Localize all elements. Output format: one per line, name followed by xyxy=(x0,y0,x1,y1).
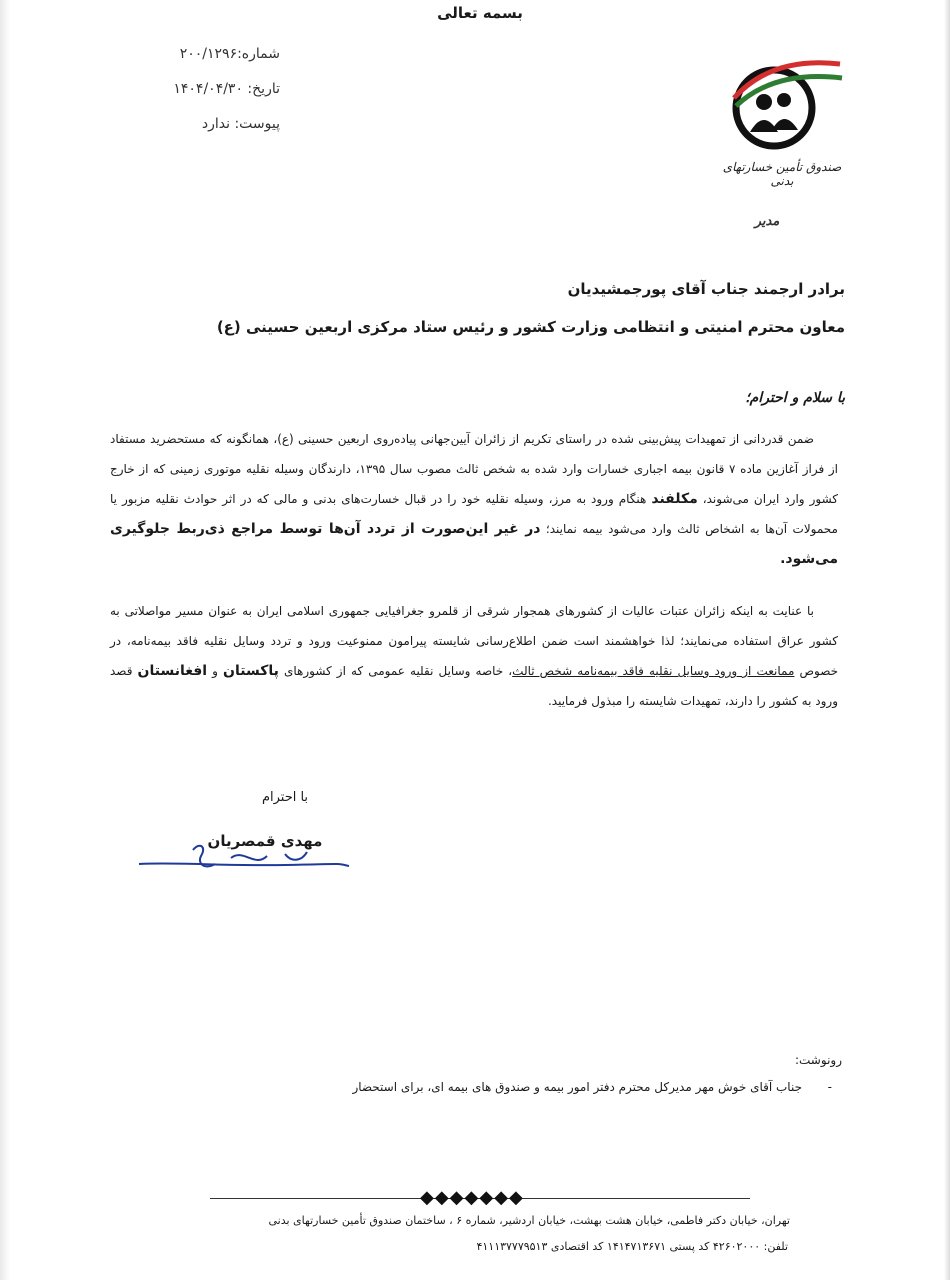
organization-name: صندوق تأمین خسارتهای بدنی xyxy=(722,160,842,188)
paragraph-2-bold-pakistan: پاکستان xyxy=(223,663,279,679)
logo-emblem-icon xyxy=(712,36,852,156)
closing-phrase: با احترام xyxy=(261,790,309,805)
greeting: با سلام و احترام؛ xyxy=(745,390,845,406)
signer-name: مهدی قمصریان xyxy=(207,832,323,850)
paragraph-1-bold-otherwise: در غیر این‌صورت از تردد آن‌ها توسط مراجع ذی‌ربط جلوگیری می‌شود. xyxy=(110,521,838,567)
recipient-name: برادر ارجمند جناب آقای پورجمشیدیان xyxy=(567,280,845,298)
cc-recipient: جناب آقای خوش مهر مدیرکل محترم دفتر امور بیمه و صندوق های بیمه ای، برای استحضار xyxy=(352,1080,802,1094)
cc-label: رونوشت: xyxy=(794,1053,842,1067)
paragraph-1-text-a: ضمن قدردانی از تمهیدات پیش‌بینی شده در راستای تکریم از زائران آیین‌جهانی پیاده‌روی اربعین حسینی (ع)، همانگونه که مستحضرید مستفاد از فراز آغازین ماده ۷ قانون بیمه اجباری خسارات وارد شده به شخص ثالث مصوب سال ۱۳۹۵، دارندگان وسیله نقلیه موتوری زمینی که از خارج کشور وارد ایران می‌شوند، xyxy=(110,432,839,506)
paragraph-2-text-b: ، خاصه وسایل نقلیه عمومی که از کشورهای xyxy=(283,664,513,678)
organization-logo xyxy=(712,36,852,236)
paragraph-2-and: و xyxy=(212,664,218,678)
recipient-position: معاون محترم امنیتی و انتظامی وزارت کشور و رئیس ستاد مرکزی اربعین حسینی (ع) xyxy=(216,318,845,336)
paragraph-2-bold-afghanistan: افغانستان xyxy=(137,663,208,679)
footer-ornament: ◆◆◆◆◆◆◆ xyxy=(420,1187,524,1208)
cc-dash: - xyxy=(827,1080,832,1094)
letter-date: تاریخ: ۱۴۰۴/۰۴/۳۰ xyxy=(173,81,280,97)
footer-address: تهران، خیابان دکتر فاطمی، خیابان هشت بهشت، خیابان اردشیر، شماره ۶ ، ساختمان صندوق تأمین خسارتهای بدنی xyxy=(268,1214,790,1227)
letter-meta xyxy=(120,46,280,151)
paragraph-2-underlined: ممانعت از ورود وسایل نقلیه فاقد بیمه‌نامه شخص ثالث xyxy=(512,664,795,678)
letter-attachment: پیوست: ندارد xyxy=(201,116,280,132)
paragraph-2-text-c: قصد ورود به کشور را دارند، تمهیدات شایسته را مبذول فرمایید. xyxy=(110,664,838,708)
bismillah-heading: بسمه تعالی xyxy=(437,4,523,22)
paragraph-1-text-b: هنگام ورود به مرز، وسیله نقلیه خود را در قبال خسارت‌های بدنی و مالی که در اثر حوادث نقلیه مزبور یا محمولات آن‌ها به اشخاص ثالث وارد می‌شود بیمه نمایند؛ xyxy=(110,492,838,536)
paragraph-2 xyxy=(110,596,838,716)
handwritten-signature-icon xyxy=(135,840,355,880)
footer-contact: تلفن: ۴۲۶۰۲۰۰۰ کد پستی ۱۴۱۴۷۱۳۶۷۱ کد اقتصادی ۴۱۱۱۳۷۷۷۹۵۱۳ xyxy=(476,1240,788,1253)
paragraph-1-bold-obligated: مکلفند xyxy=(651,491,698,507)
page-edge-shadow-right xyxy=(944,0,950,1280)
paragraph-1 xyxy=(110,424,838,574)
cc-item xyxy=(352,1080,832,1094)
page-edge-shadow-left xyxy=(0,0,10,1280)
letter-number: شماره:۲۰۰/۱۲۹۶ xyxy=(179,46,280,62)
director-title: مدیر xyxy=(754,214,780,229)
paragraph-2-text-a: با عنایت به اینکه زائران عتبات عالیات از کشورهای همجوار شرقی از قلمرو جغرافیایی جمهوری اسلامی ایران به عنوان مسیر مواصلاتی به کشور عراق استفاده می‌نمایند؛ لذا خواهشمند است ضمن اطلاع‌رسانی شایسته پیرامون ممنوعیت ورود و تردد وسایل نقلیه فاقد بیمه‌نامه، در خصوص xyxy=(110,604,839,678)
